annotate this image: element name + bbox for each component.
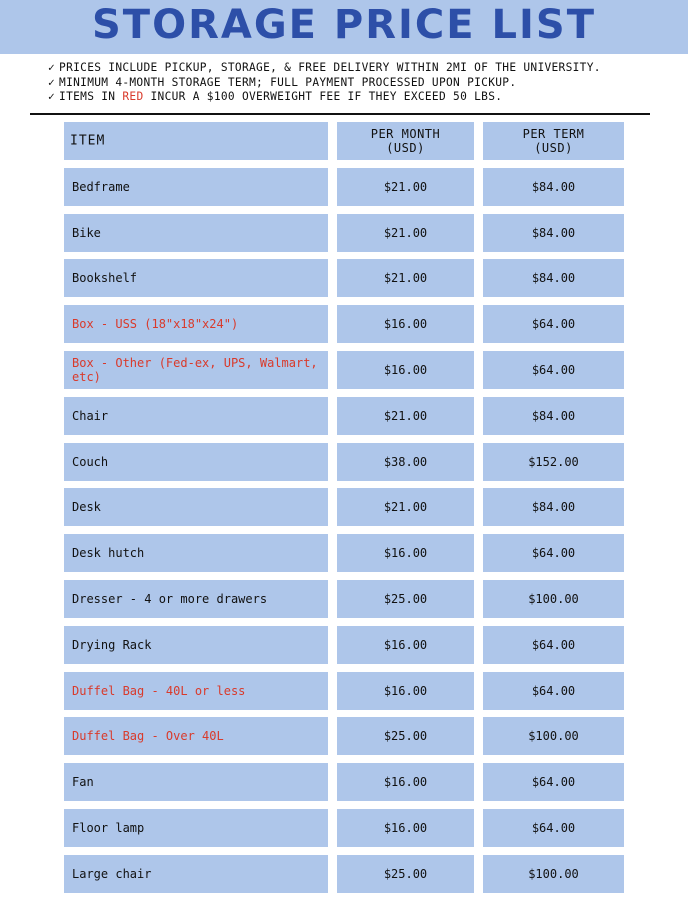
per-term-cell [483,259,624,297]
item-name: Desk [72,500,101,515]
per-term-price: $100.00 [528,866,579,881]
per-term-cell [483,809,624,847]
item-cell [64,397,328,435]
per-month-price: $21.00 [383,271,428,286]
checkmark-icon: ✓ [48,90,56,103]
item-cell [64,168,328,206]
item-cell [64,763,328,801]
per-term-cell [483,626,624,664]
per-term-price: $84.00 [531,500,576,515]
note-text-tail: INCUR A $100 OVERWEIGHT FEE IF THEY EXCEED 50 LBS. [143,90,503,103]
per-term-price: $84.00 [531,271,576,286]
per-term-cell [483,214,624,252]
per-month-price: $21.00 [383,408,428,423]
per-month-cell [337,763,474,801]
item-name: Bookshelf [72,271,138,286]
per-month-price: $16.00 [383,317,428,332]
per-month-cell [337,305,474,343]
per-term-cell [483,305,624,343]
header-per-term-unit: (USD) [534,141,573,155]
per-term-price: $84.00 [531,408,576,423]
item-name: Floor lamp [72,820,145,835]
per-term-cell [483,763,624,801]
checkmark-icon: ✓ [48,75,56,89]
item-cell [64,626,328,664]
per-term-price: $64.00 [531,775,576,790]
per-month-price: $25.00 [383,866,428,881]
page-title: STORAGE PRICE LIST [91,2,596,48]
item-cell [64,717,328,755]
per-month-cell [337,351,474,389]
per-term-cell [483,580,624,618]
per-term-cell [483,534,624,572]
item-cell [64,809,328,847]
item-cell [64,351,328,389]
per-month-cell [337,717,474,755]
per-term-price: $64.00 [531,820,576,835]
checkmark-icon: ✓ [48,61,56,74]
item-cell [64,214,328,252]
per-month-cell [337,672,474,710]
per-term-price: $152.00 [528,454,579,469]
per-month-cell [337,443,474,481]
item-cell [64,672,328,710]
item-name: Couch [72,454,109,469]
item-name: Box - USS (18"x18"x24") [72,317,239,332]
per-term-cell [483,168,624,206]
per-term-cell [483,855,624,893]
item-name: Large chair [72,866,152,881]
per-month-cell [337,259,474,297]
item-name: Chair [72,408,109,423]
per-term-cell [483,397,624,435]
divider-rule [30,113,650,115]
per-term-cell [483,351,624,389]
note-red-word: RED [122,90,144,103]
per-term-price: $64.00 [531,637,576,652]
per-term-price: $100.00 [528,729,579,744]
item-name: Drying Rack [72,637,152,652]
item-cell [64,259,328,297]
item-cell [64,488,328,526]
per-month-price: $16.00 [383,820,428,835]
per-month-price: $16.00 [383,637,428,652]
per-term-price: $100.00 [528,591,579,606]
header-per-term-label: PER TERM [522,127,585,141]
per-month-price: $21.00 [383,500,428,515]
per-month-price: $16.00 [383,546,428,561]
item-name: Duffel Bag - 40L or less [72,683,246,698]
per-month-cell [337,855,474,893]
note-line [48,61,668,76]
per-month-cell [337,168,474,206]
per-month-cell [337,488,474,526]
per-month-price: $38.00 [383,454,428,469]
item-name: Desk hutch [72,546,145,561]
per-month-price: $21.00 [383,179,428,194]
per-term-cell [483,717,624,755]
per-month-price: $21.00 [383,225,428,240]
item-cell [64,443,328,481]
item-name: Bike [72,225,101,240]
header-cell-per-term [483,122,624,160]
item-name: Box - Other (Fed-ex, UPS, Walmart, etc) [72,355,318,384]
note-text: MINIMUM 4-MONTH STORAGE TERM; FULL PAYMENT PROCESSED UPON PICKUP. [59,75,517,89]
per-month-price: $16.00 [383,683,428,698]
per-month-cell [337,809,474,847]
header-cell-item [64,122,328,160]
item-cell [64,855,328,893]
per-term-price: $64.00 [531,683,576,698]
per-month-price: $16.00 [383,775,428,790]
item-name: Bedframe [72,179,130,194]
per-term-cell [483,488,624,526]
item-name: Duffel Bag - Over 40L [72,729,224,744]
per-term-cell [483,443,624,481]
note-text: ITEMS IN [59,90,123,103]
per-month-price: $25.00 [383,591,428,606]
per-month-cell [337,214,474,252]
per-term-price: $64.00 [531,362,576,377]
item-cell [64,305,328,343]
notes-list [48,61,668,105]
header-per-month-unit: (USD) [386,141,425,155]
header-item-label: ITEM [70,133,106,149]
per-month-cell [337,534,474,572]
header-per-month-label: PER MONTH [370,127,441,141]
item-cell [64,534,328,572]
note-text: PRICES INCLUDE PICKUP, STORAGE, & FREE DELIVERY WITHIN 2MI OF THE UNIVERSITY. [59,61,601,74]
per-month-price: $16.00 [383,362,428,377]
note-line [48,76,668,91]
item-name: Dresser - 4 or more drawers [72,591,268,606]
item-cell [64,580,328,618]
per-month-cell [337,580,474,618]
per-month-cell [337,397,474,435]
per-term-cell [483,672,624,710]
note-line [48,90,668,105]
per-term-price: $64.00 [531,317,576,332]
header-cell-per-month [337,122,474,160]
per-term-price: $84.00 [531,179,576,194]
per-term-price: $64.00 [531,546,576,561]
per-term-price: $84.00 [531,225,576,240]
item-name: Fan [72,775,94,790]
per-month-price: $25.00 [383,729,428,744]
per-month-cell [337,626,474,664]
